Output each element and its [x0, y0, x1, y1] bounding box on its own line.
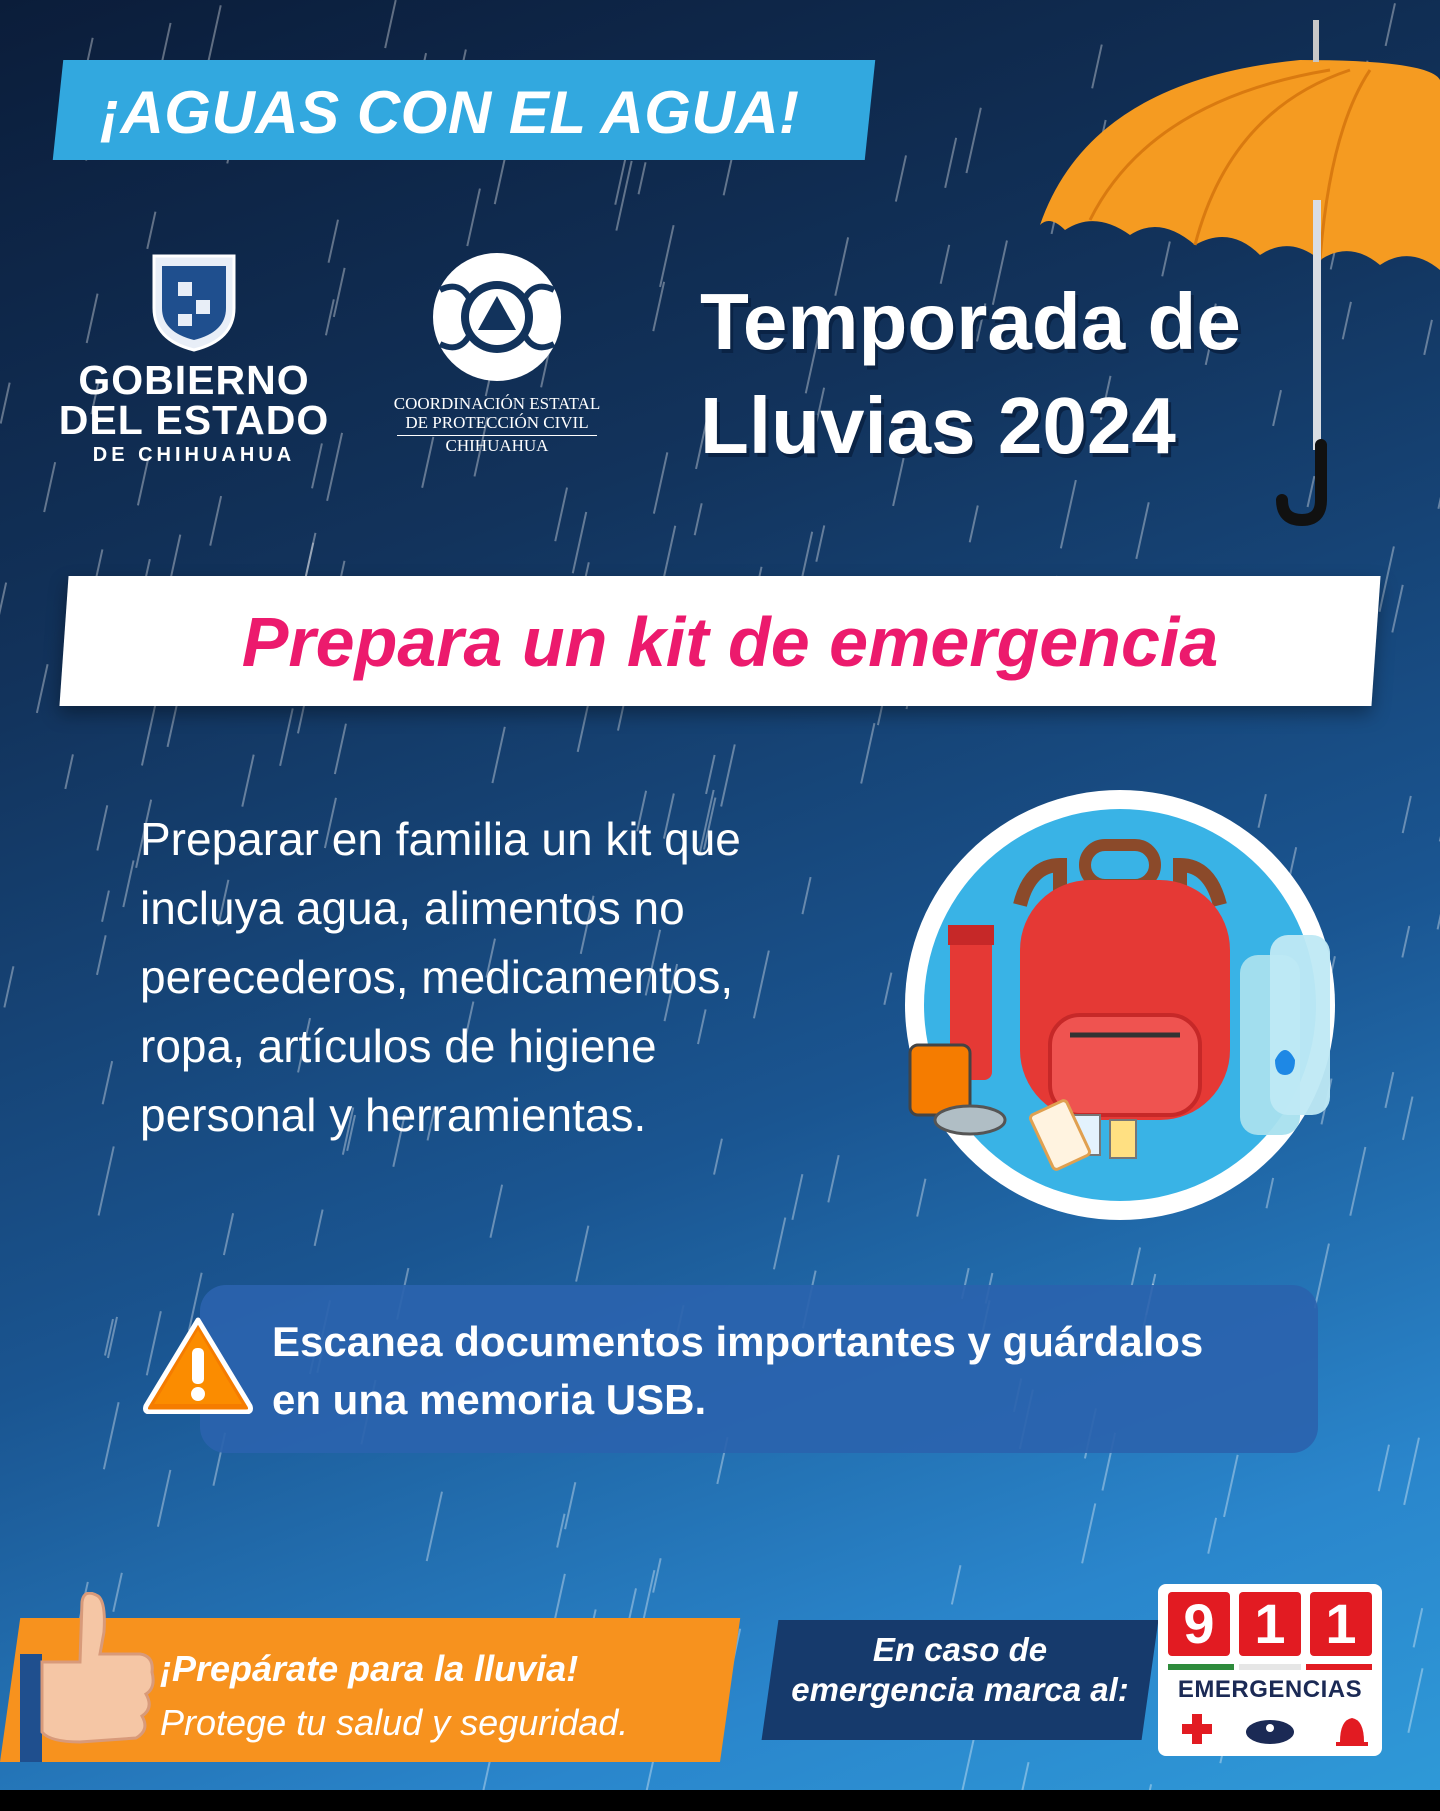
body-line5: personal y herramientas. [140, 1089, 647, 1141]
digit-9: 9 [1168, 1592, 1230, 1656]
warning-icon [142, 1314, 254, 1414]
flag-stripe-white [1239, 1664, 1301, 1670]
pc-line3: CHIHUAHUA [445, 436, 549, 455]
top-banner-text: ¡AGUAS CON EL AGUA! [100, 79, 800, 146]
footer-left-text [160, 1642, 720, 1750]
usb-line2: en una memoria USB. [272, 1376, 707, 1423]
emergency-icons [1170, 1712, 1370, 1748]
pc-line1: COORDINACIÓN ESTATAL [393, 394, 601, 413]
headline: Prepara un kit de emergencia [241, 603, 1219, 681]
body-line2: incluya agua, alimentos no [140, 882, 685, 934]
emergencias-label: EMERGENCIAS [1177, 1676, 1363, 1703]
police-cap-icon [1246, 1720, 1294, 1744]
footer-right-text [770, 1630, 1150, 1710]
digit-1b: 1 [1310, 1592, 1372, 1656]
title-line2: Lluvias 2024 [700, 381, 1176, 470]
page-title [700, 270, 1300, 478]
gobierno-line1: GOBIERNO [78, 357, 310, 403]
shield-logo-icon [148, 252, 240, 352]
pc-line2: DE PROTECCIÓN CIVIL [405, 413, 589, 432]
fire-bell-icon [1336, 1718, 1368, 1746]
flag-stripe-red [1306, 1664, 1372, 1670]
footer-left-line1: ¡Prepárate para la lluvia! [160, 1648, 579, 1689]
title-line1: Temporada de [700, 277, 1241, 366]
emergency-911-badge [1158, 1584, 1382, 1756]
footer-right-line2: emergencia marca al: [791, 1671, 1129, 1708]
bottom-bar [0, 1790, 1440, 1811]
civil-protection-logo-icon [430, 250, 564, 384]
body-line4: ropa, artículos de higiene [140, 1020, 657, 1072]
body-line3: perecederos, medicamentos, [140, 951, 734, 1003]
footer-left-line2: Protege tu salud y seguridad. [160, 1702, 629, 1743]
red-cross-icon [1182, 1714, 1212, 1744]
gobierno-line2: DEL ESTADO [58, 397, 330, 443]
digit-1a: 1 [1239, 1592, 1301, 1656]
backpack-icon [900, 785, 1340, 1225]
footer-right-line1: En caso de [872, 1631, 1048, 1668]
flag-stripe-green [1168, 1664, 1234, 1670]
usb-line1: Escanea documentos importantes y guárdalos [272, 1318, 1204, 1365]
usb-notice-text [272, 1313, 1312, 1429]
body-line1: Preparar en familia un kit que [140, 813, 741, 865]
proteccion-civil-text [382, 394, 612, 455]
thumbs-up-icon [20, 1592, 160, 1762]
body-text [140, 805, 910, 1150]
gobierno-logo-text [48, 357, 340, 467]
gobierno-line3: DE CHIHUAHUA [92, 444, 296, 466]
